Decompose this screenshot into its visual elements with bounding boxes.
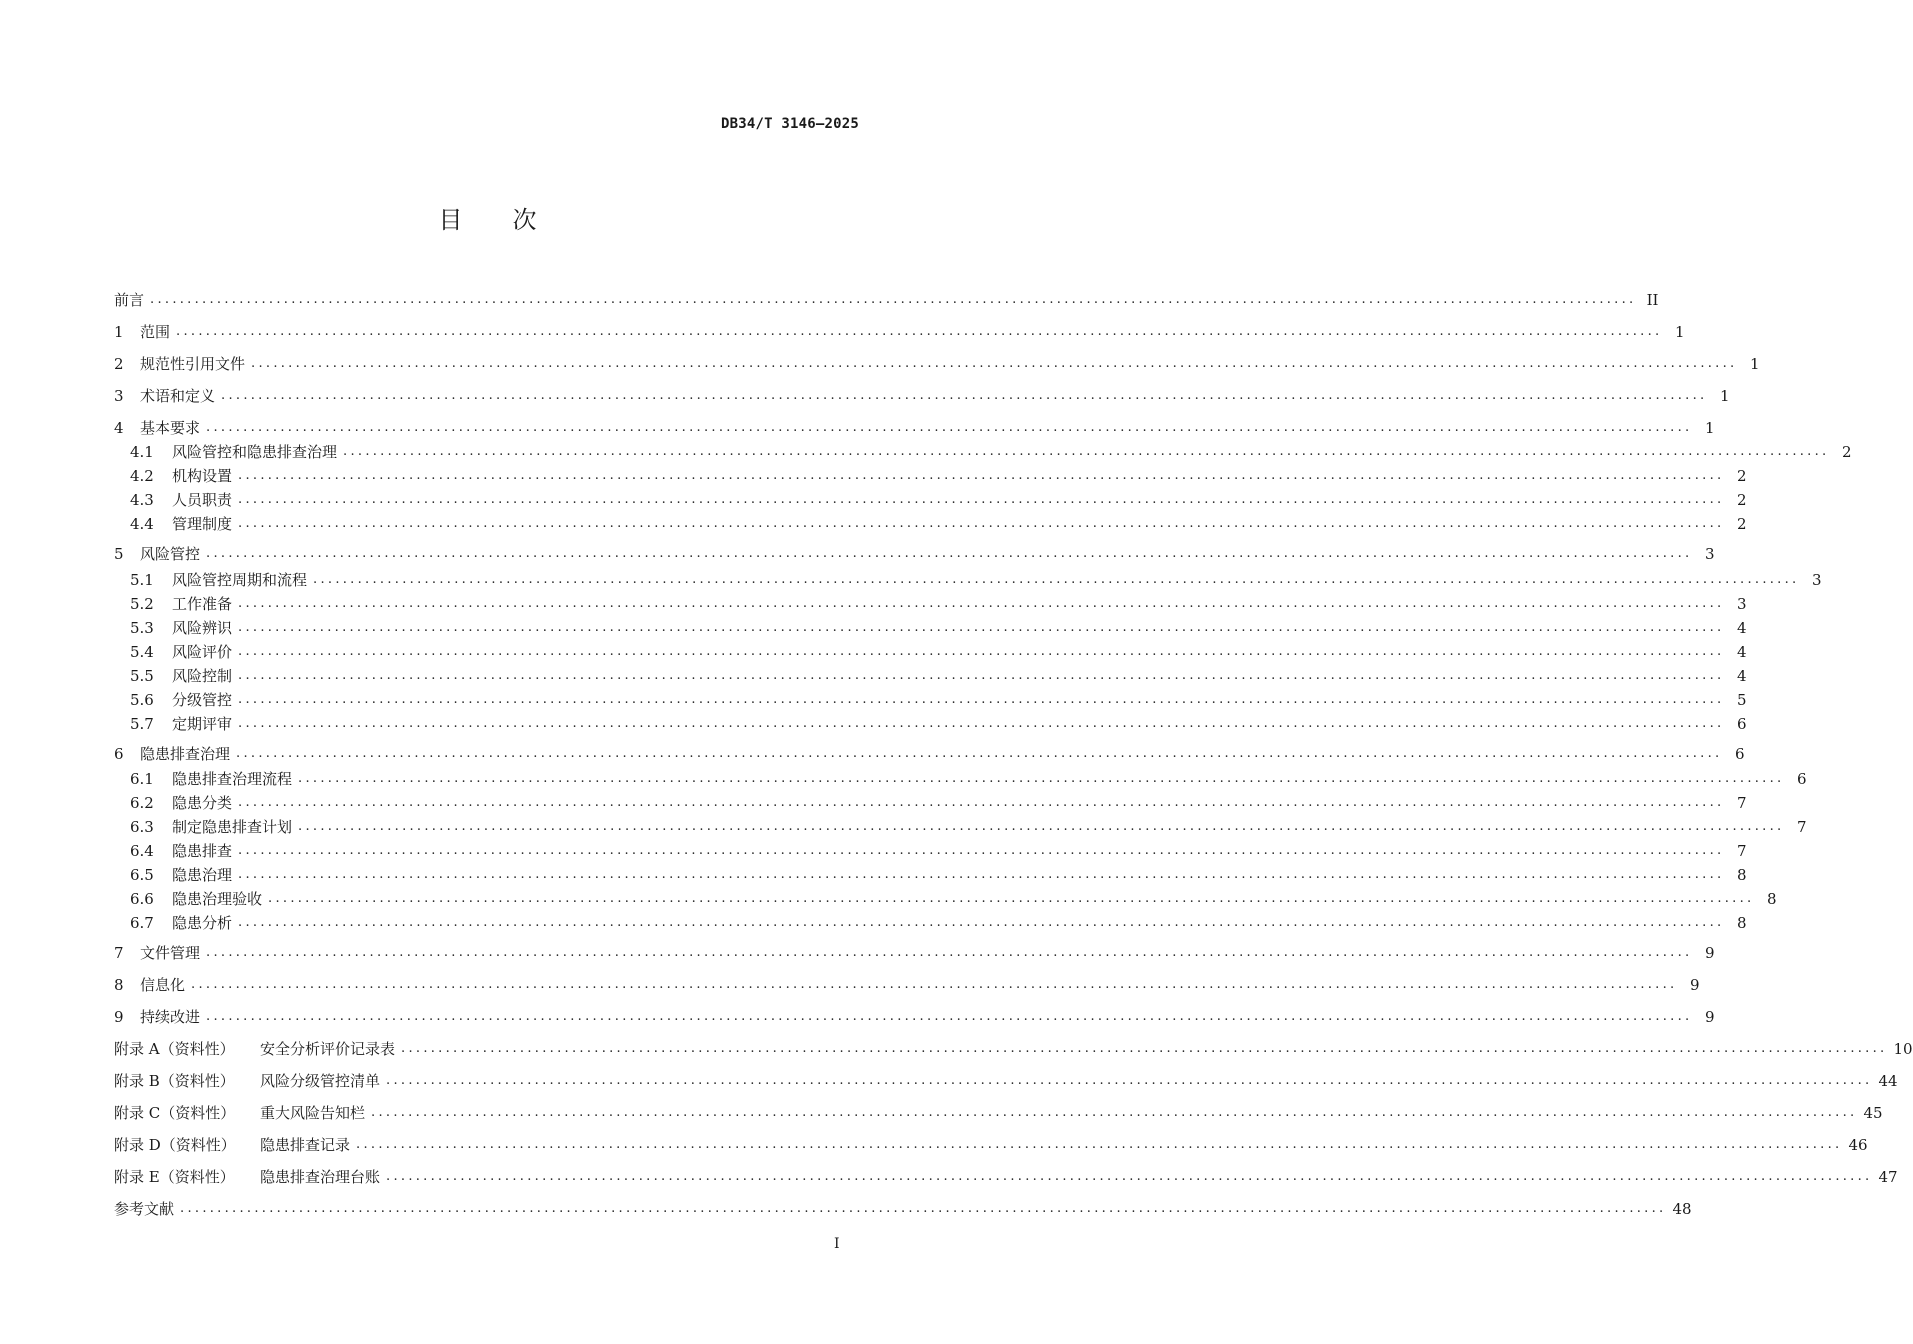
- toc-entry-page: 4: [1736, 667, 1747, 685]
- toc-entry-page: 8: [1736, 866, 1747, 884]
- toc-entry-label: 隐患排查: [172, 842, 233, 860]
- toc-entry-page: 46: [1848, 1136, 1868, 1154]
- toc-entry-number: 5.5: [130, 667, 154, 685]
- toc-entry-page: 7: [1736, 842, 1747, 860]
- toc-entry-number: 4.3: [130, 491, 154, 509]
- toc-entry[interactable]: [114, 689, 1747, 711]
- toc-entry-page: 7: [1736, 794, 1747, 812]
- toc-entry-label: 范围: [140, 323, 171, 341]
- toc-leader-dots: ........................................................................................................................................................................................................: [386, 1169, 1873, 1184]
- toc-entry-label: 风险分级管控清单: [260, 1072, 381, 1090]
- toc-entry-number: 2: [114, 355, 124, 373]
- toc-entry-number: 9: [114, 1008, 124, 1026]
- toc-leader-dots: ........................................................................................................................................................................................................: [251, 356, 1738, 371]
- toc-entry-page: 1: [1719, 387, 1730, 405]
- toc-entry-label: 人员职责: [172, 491, 233, 509]
- toc-entry-number: 5.7: [130, 715, 154, 733]
- toc-leader-dots: ........................................................................................................................................................................................................: [238, 596, 1725, 611]
- toc-leader-dots: ........................................................................................................................................................................................................: [298, 819, 1785, 834]
- toc-entry[interactable]: [114, 792, 1747, 814]
- toc-entry-label: 风险管控和隐患排查治理: [172, 443, 338, 461]
- toc-entry[interactable]: [114, 840, 1747, 862]
- page-number: I: [834, 1236, 840, 1252]
- toc-leader-dots: ........................................................................................................................................................................................................: [176, 324, 1663, 339]
- toc-leader-dots: ........................................................................................................................................................................................................: [206, 546, 1693, 561]
- toc-entry[interactable]: [114, 1166, 1898, 1188]
- toc-entry[interactable]: [114, 289, 1659, 311]
- toc-entry[interactable]: [114, 465, 1747, 487]
- toc-entry[interactable]: [114, 1038, 1913, 1060]
- toc-entry-number: 4: [114, 419, 124, 437]
- toc-leader-dots: ........................................................................................................................................................................................................: [386, 1073, 1873, 1088]
- toc-entry-number: 附录 D（资料性）: [114, 1136, 236, 1154]
- toc-leader-dots: ........................................................................................................................................................................................................: [238, 468, 1725, 483]
- toc-entry[interactable]: [114, 1198, 1692, 1220]
- toc-entry-label: 隐患分类: [172, 794, 233, 812]
- toc-leader-dots: ........................................................................................................................................................................................................: [343, 444, 1830, 459]
- toc-entry-page: 1: [1749, 355, 1760, 373]
- toc-leader-dots: ........................................................................................................................................................................................................: [356, 1137, 1843, 1152]
- toc-leader-dots: ........................................................................................................................................................................................................: [298, 771, 1785, 786]
- toc-entry[interactable]: [114, 743, 1745, 765]
- toc-leader-dots: ........................................................................................................................................................................................................: [401, 1041, 1888, 1056]
- toc-leader-dots: ........................................................................................................................................................................................................: [238, 516, 1725, 531]
- toc-entry-number: 6.2: [130, 794, 154, 812]
- toc-entry[interactable]: [114, 816, 1807, 838]
- toc-leader-dots: ........................................................................................................................................................................................................: [238, 492, 1725, 507]
- toc-leader-dots: ........................................................................................................................................................................................................: [238, 692, 1725, 707]
- toc-entry-label: 隐患排查记录: [260, 1136, 351, 1154]
- toc-leader-dots: ........................................................................................................................................................................................................: [238, 915, 1725, 930]
- toc-entry[interactable]: [114, 417, 1715, 439]
- standard-code: DB34/T 3146—2025: [720, 116, 859, 132]
- toc-entry-number: 8: [114, 976, 124, 994]
- toc-entry-page: 2: [1736, 515, 1747, 533]
- toc-entry-page: 1: [1704, 419, 1715, 437]
- toc-entry[interactable]: [114, 641, 1747, 663]
- toc-entry-label: 管理制度: [172, 515, 233, 533]
- toc-entry-page: 6: [1734, 745, 1745, 763]
- toc-entry-number: 附录 C（资料性）: [114, 1104, 236, 1122]
- toc-entry-label: 规范性引用文件: [140, 355, 246, 373]
- toc-leader-dots: ........................................................................................................................................................................................................: [238, 620, 1725, 635]
- toc-entry-page: 4: [1736, 643, 1747, 661]
- toc-entry[interactable]: [114, 1070, 1898, 1092]
- toc-entry-page: 44: [1878, 1072, 1898, 1090]
- toc-entry-page: 4: [1736, 619, 1747, 637]
- toc-entry[interactable]: [114, 942, 1715, 964]
- toc-entry-number: 附录 A（资料性）: [114, 1040, 235, 1058]
- toc-leader-dots: ........................................................................................................................................................................................................: [221, 388, 1708, 403]
- toc-leader-dots: ........................................................................................................................................................................................................: [238, 795, 1725, 810]
- toc-entry-page: 45: [1863, 1104, 1883, 1122]
- toc-entry[interactable]: [114, 974, 1700, 996]
- toc-entry-label: 机构设置: [172, 467, 233, 485]
- toc-entry-page: 5: [1736, 691, 1747, 709]
- toc-entry-number: 6.1: [130, 770, 154, 788]
- toc-entry-number: 6.5: [130, 866, 154, 884]
- toc-entry-number: 5.6: [130, 691, 154, 709]
- toc-entry-number: 5.2: [130, 595, 154, 613]
- toc-entry-page: 3: [1704, 545, 1715, 563]
- toc-entry[interactable]: [114, 385, 1730, 407]
- toc-entry-label: 隐患排查治理流程: [172, 770, 293, 788]
- toc-entry-page: 8: [1766, 890, 1777, 908]
- toc-entry-label: 隐患治理验收: [172, 890, 263, 908]
- toc-entry-label: 定期评审: [172, 715, 233, 733]
- toc-leader-dots: ........................................................................................................................................................................................................: [236, 746, 1723, 761]
- toc-entry-label: 风险辨识: [172, 619, 233, 637]
- toc-leader-dots: ........................................................................................................................................................................................................: [191, 977, 1678, 992]
- toc-entry-number: 6.6: [130, 890, 154, 908]
- toc-entry-number: 4.2: [130, 467, 154, 485]
- toc-entry-page: 2: [1736, 491, 1747, 509]
- toc-leader-dots: ........................................................................................................................................................................................................: [180, 1201, 1667, 1216]
- toc-entry-page: 2: [1841, 443, 1852, 461]
- toc-entry[interactable]: [114, 713, 1747, 735]
- toc-entry[interactable]: [114, 353, 1760, 375]
- toc-leader-dots: ........................................................................................................................................................................................................: [238, 867, 1725, 882]
- toc-entry-label: 风险管控: [140, 545, 201, 563]
- toc-entry-label: 重大风险告知栏: [260, 1104, 366, 1122]
- toc-entry-page: 3: [1811, 571, 1822, 589]
- toc-entry-label: 风险管控周期和流程: [172, 571, 308, 589]
- toc-entry-label: 文件管理: [140, 944, 201, 962]
- toc-entry-page: 3: [1736, 595, 1747, 613]
- toc-entry[interactable]: [114, 321, 1685, 343]
- toc-entry-page: 10: [1893, 1040, 1913, 1058]
- toc-entry-label: 分级管控: [172, 691, 233, 709]
- toc-entry-label: 持续改进: [140, 1008, 201, 1026]
- toc-entry[interactable]: [114, 569, 1822, 591]
- toc-entry-label: 隐患治理: [172, 866, 233, 884]
- toc-entry-label: 风险评价: [172, 643, 233, 661]
- toc-entry[interactable]: [114, 617, 1747, 639]
- toc-entry[interactable]: [114, 1006, 1715, 1028]
- toc-entry-number: 1: [114, 323, 124, 341]
- toc-entry-label: 参考文献: [114, 1200, 175, 1218]
- toc-entry-label: 术语和定义: [140, 387, 216, 405]
- toc-entry-page: II: [1646, 291, 1659, 309]
- toc-entry-label: 风险控制: [172, 667, 233, 685]
- toc-leader-dots: ........................................................................................................................................................................................................: [206, 1009, 1693, 1024]
- toc-leader-dots: ........................................................................................................................................................................................................: [238, 668, 1725, 683]
- toc-entry-number: 6.4: [130, 842, 154, 860]
- toc-entry-page: 9: [1704, 944, 1715, 962]
- toc-entry-page: 6: [1796, 770, 1807, 788]
- toc-entry-number: 6: [114, 745, 124, 763]
- toc-leader-dots: ........................................................................................................................................................................................................: [206, 945, 1693, 960]
- toc-entry-number: 5.1: [130, 571, 154, 589]
- toc-entry-page: 7: [1796, 818, 1807, 836]
- toc-leader-dots: ........................................................................................................................................................................................................: [238, 843, 1725, 858]
- toc-entry[interactable]: [114, 912, 1747, 934]
- toc-entry-page: 1: [1674, 323, 1685, 341]
- toc-entry-label: 隐患排查治理: [140, 745, 231, 763]
- toc-entry-page: 9: [1689, 976, 1700, 994]
- toc-entry-number: 5.4: [130, 643, 154, 661]
- title-char-2: 次: [512, 206, 537, 234]
- toc-entry[interactable]: [114, 593, 1747, 615]
- toc-entry[interactable]: [114, 543, 1715, 565]
- toc-leader-dots: ........................................................................................................................................................................................................: [238, 716, 1725, 731]
- title-char-1: 目: [438, 206, 463, 234]
- page-title: [0, 200, 975, 235]
- toc-entry[interactable]: [114, 513, 1747, 535]
- toc-entry-page: 47: [1878, 1168, 1898, 1186]
- toc-entry-number: 4.1: [130, 443, 154, 461]
- toc-entry-label: 前言: [114, 291, 145, 309]
- toc-entry[interactable]: [114, 489, 1747, 511]
- toc-entry-page: 48: [1672, 1200, 1692, 1218]
- toc-entry-page: 8: [1736, 914, 1747, 932]
- toc-entry-label: 隐患排查治理台账: [260, 1168, 381, 1186]
- toc-entry-label: 安全分析评价记录表: [260, 1040, 396, 1058]
- toc-leader-dots: ........................................................................................................................................................................................................: [371, 1105, 1858, 1120]
- toc-entry-label: 制定隐患排查计划: [172, 818, 293, 836]
- toc-entry-number: 附录 B（资料性）: [114, 1072, 235, 1090]
- toc-entry-number: 6.7: [130, 914, 154, 932]
- toc-entry-number: 3: [114, 387, 124, 405]
- toc-entry-label: 工作准备: [172, 595, 233, 613]
- toc-entry[interactable]: [114, 768, 1807, 790]
- toc-entry-label: 信息化: [140, 976, 186, 994]
- toc-entry-number: 4.4: [130, 515, 154, 533]
- toc-entry-label: 基本要求: [140, 419, 201, 437]
- toc-entry[interactable]: [114, 888, 1777, 910]
- toc-entry-number: 5: [114, 545, 124, 563]
- toc-entry-page: 6: [1736, 715, 1747, 733]
- toc-entry[interactable]: [114, 1134, 1868, 1156]
- toc-leader-dots: ........................................................................................................................................................................................................: [206, 420, 1693, 435]
- toc-entry[interactable]: [114, 864, 1747, 886]
- toc-leader-dots: ........................................................................................................................................................................................................: [238, 644, 1725, 659]
- toc-leader-dots: ........................................................................................................................................................................................................: [150, 292, 1637, 307]
- toc-entry-page: 2: [1736, 467, 1747, 485]
- toc-entry-number: 6.3: [130, 818, 154, 836]
- toc-entry-label: 隐患分析: [172, 914, 233, 932]
- toc-entry[interactable]: [114, 665, 1747, 687]
- toc-leader-dots: ........................................................................................................................................................................................................: [268, 891, 1755, 906]
- toc-entry-page: 9: [1704, 1008, 1715, 1026]
- toc-entry[interactable]: [114, 441, 1852, 463]
- toc-entry-number: 7: [114, 944, 124, 962]
- toc-entry-number: 附录 E（资料性）: [114, 1168, 235, 1186]
- toc-entry-number: 5.3: [130, 619, 154, 637]
- toc-leader-dots: ........................................................................................................................................................................................................: [313, 572, 1800, 587]
- toc-entry[interactable]: [114, 1102, 1883, 1124]
